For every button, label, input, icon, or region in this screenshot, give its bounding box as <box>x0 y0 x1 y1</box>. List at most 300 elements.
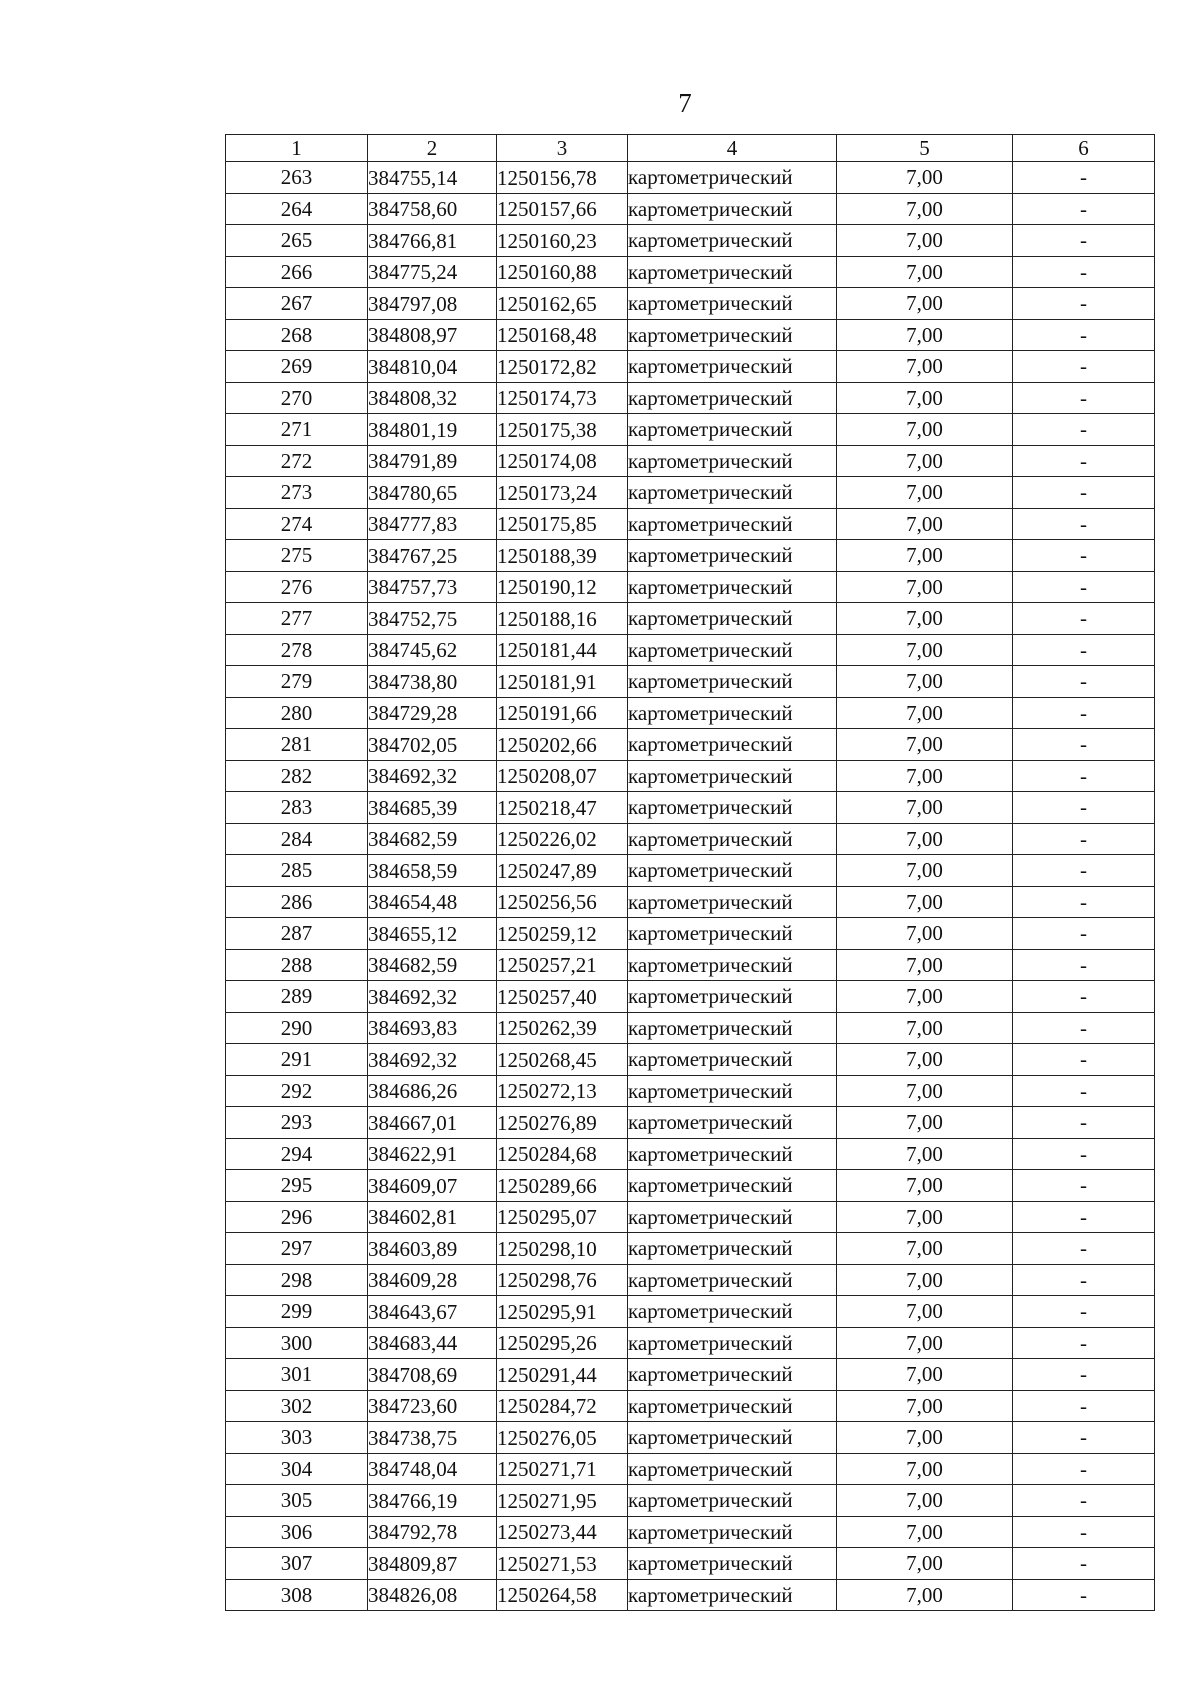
table-row <box>226 1296 1155 1328</box>
point-number-cell: 286 <box>226 886 368 918</box>
point-number-cell: 267 <box>226 288 368 320</box>
y-coordinate-cell: 1250188,39 <box>497 540 628 572</box>
x-coordinate-cell: 384808,32 <box>368 382 497 414</box>
x-coordinate-cell: 384609,07 <box>368 1170 497 1202</box>
point-number-cell: 296 <box>226 1201 368 1233</box>
method-cell: картометрический <box>628 1138 837 1170</box>
point-number-cell: 275 <box>226 540 368 572</box>
x-coordinate-cell: 384692,32 <box>368 981 497 1013</box>
description-cell: - <box>1013 760 1155 792</box>
description-cell: - <box>1013 319 1155 351</box>
table-row <box>226 225 1155 257</box>
description-cell: - <box>1013 508 1155 540</box>
x-coordinate-cell: 384603,89 <box>368 1233 497 1265</box>
x-coordinate-cell: 384775,24 <box>368 256 497 288</box>
table-row <box>226 1075 1155 1107</box>
table-header <box>226 135 1155 162</box>
precision-cell: 7,00 <box>837 792 1013 824</box>
method-cell: картометрический <box>628 855 837 887</box>
x-coordinate-cell: 384655,12 <box>368 918 497 950</box>
x-coordinate-cell: 384723,60 <box>368 1390 497 1422</box>
x-coordinate-cell: 384654,48 <box>368 886 497 918</box>
table-row <box>226 666 1155 698</box>
point-number-cell: 294 <box>226 1138 368 1170</box>
table-row <box>226 414 1155 446</box>
y-coordinate-cell: 1250291,44 <box>497 1359 628 1391</box>
table-row <box>226 1516 1155 1548</box>
description-cell: - <box>1013 477 1155 509</box>
x-coordinate-cell: 384826,08 <box>368 1579 497 1611</box>
table-row <box>226 697 1155 729</box>
description-cell: - <box>1013 1453 1155 1485</box>
point-number-cell: 293 <box>226 1107 368 1139</box>
description-cell: - <box>1013 729 1155 761</box>
x-coordinate-cell: 384808,97 <box>368 319 497 351</box>
point-number-cell: 281 <box>226 729 368 761</box>
precision-cell: 7,00 <box>837 477 1013 509</box>
table-row <box>226 981 1155 1013</box>
precision-cell: 7,00 <box>837 540 1013 572</box>
description-cell: - <box>1013 1233 1155 1265</box>
x-coordinate-cell: 384643,67 <box>368 1296 497 1328</box>
point-number-cell: 297 <box>226 1233 368 1265</box>
x-coordinate-cell: 384682,59 <box>368 823 497 855</box>
point-number-cell: 287 <box>226 918 368 950</box>
table-row <box>226 477 1155 509</box>
precision-cell: 7,00 <box>837 918 1013 950</box>
point-number-cell: 276 <box>226 571 368 603</box>
y-coordinate-cell: 1250259,12 <box>497 918 628 950</box>
point-number-cell: 265 <box>226 225 368 257</box>
description-cell: - <box>1013 1075 1155 1107</box>
y-coordinate-cell: 1250271,71 <box>497 1453 628 1485</box>
point-number-cell: 291 <box>226 1044 368 1076</box>
y-coordinate-cell: 1250272,13 <box>497 1075 628 1107</box>
table-body <box>226 162 1155 1611</box>
precision-cell: 7,00 <box>837 1485 1013 1517</box>
y-coordinate-cell: 1250271,95 <box>497 1485 628 1517</box>
y-coordinate-cell: 1250295,07 <box>497 1201 628 1233</box>
table-row <box>226 792 1155 824</box>
method-cell: картометрический <box>628 225 837 257</box>
precision-cell: 7,00 <box>837 414 1013 446</box>
point-number-cell: 263 <box>226 162 368 194</box>
table-row <box>226 162 1155 194</box>
method-cell: картометрический <box>628 1264 837 1296</box>
description-cell: - <box>1013 445 1155 477</box>
point-number-cell: 272 <box>226 445 368 477</box>
x-coordinate-cell: 384745,62 <box>368 634 497 666</box>
method-cell: картометрический <box>628 1296 837 1328</box>
point-number-cell: 304 <box>226 1453 368 1485</box>
table-row <box>226 1579 1155 1611</box>
x-coordinate-cell: 384792,78 <box>368 1516 497 1548</box>
x-coordinate-cell: 384682,59 <box>368 949 497 981</box>
x-coordinate-cell: 384683,44 <box>368 1327 497 1359</box>
table-row <box>226 1201 1155 1233</box>
table-row <box>226 1359 1155 1391</box>
y-coordinate-cell: 1250289,66 <box>497 1170 628 1202</box>
table-row <box>226 540 1155 572</box>
description-cell: - <box>1013 823 1155 855</box>
point-number-cell: 298 <box>226 1264 368 1296</box>
x-coordinate-cell: 384797,08 <box>368 288 497 320</box>
method-cell: картометрический <box>628 445 837 477</box>
method-cell: картометрический <box>628 1453 837 1485</box>
method-cell: картометрический <box>628 319 837 351</box>
x-coordinate-cell: 384780,65 <box>368 477 497 509</box>
x-coordinate-cell: 384801,19 <box>368 414 497 446</box>
point-number-cell: 280 <box>226 697 368 729</box>
x-coordinate-cell: 384758,60 <box>368 193 497 225</box>
y-coordinate-cell: 1250181,44 <box>497 634 628 666</box>
precision-cell: 7,00 <box>837 666 1013 698</box>
description-cell: - <box>1013 981 1155 1013</box>
description-cell: - <box>1013 603 1155 635</box>
coordinates-table <box>225 134 1155 1611</box>
y-coordinate-cell: 1250298,10 <box>497 1233 628 1265</box>
x-coordinate-cell: 384748,04 <box>368 1453 497 1485</box>
precision-cell: 7,00 <box>837 886 1013 918</box>
table-row <box>226 760 1155 792</box>
table-row <box>226 855 1155 887</box>
x-coordinate-cell: 384752,75 <box>368 603 497 635</box>
y-coordinate-cell: 1250218,47 <box>497 792 628 824</box>
table-row <box>226 823 1155 855</box>
description-cell: - <box>1013 1107 1155 1139</box>
table-row <box>226 193 1155 225</box>
method-cell: картометрический <box>628 1359 837 1391</box>
method-cell: картометрический <box>628 949 837 981</box>
precision-cell: 7,00 <box>837 949 1013 981</box>
precision-cell: 7,00 <box>837 697 1013 729</box>
column-header: 4 <box>628 135 837 162</box>
method-cell: картометрический <box>628 1548 837 1580</box>
method-cell: картометрический <box>628 886 837 918</box>
description-cell: - <box>1013 1170 1155 1202</box>
x-coordinate-cell: 384622,91 <box>368 1138 497 1170</box>
point-number-cell: 274 <box>226 508 368 540</box>
method-cell: картометрический <box>628 351 837 383</box>
y-coordinate-cell: 1250202,66 <box>497 729 628 761</box>
point-number-cell: 303 <box>226 1422 368 1454</box>
description-cell: - <box>1013 1264 1155 1296</box>
method-cell: картометрический <box>628 1579 837 1611</box>
table-row <box>226 949 1155 981</box>
description-cell: - <box>1013 1548 1155 1580</box>
description-cell: - <box>1013 540 1155 572</box>
method-cell: картометрический <box>628 162 837 194</box>
precision-cell: 7,00 <box>837 1422 1013 1454</box>
method-cell: картометрический <box>628 1516 837 1548</box>
point-number-cell: 268 <box>226 319 368 351</box>
precision-cell: 7,00 <box>837 1170 1013 1202</box>
method-cell: картометрический <box>628 981 837 1013</box>
description-cell: - <box>1013 792 1155 824</box>
y-coordinate-cell: 1250168,48 <box>497 319 628 351</box>
point-number-cell: 295 <box>226 1170 368 1202</box>
point-number-cell: 283 <box>226 792 368 824</box>
point-number-cell: 271 <box>226 414 368 446</box>
x-coordinate-cell: 384766,81 <box>368 225 497 257</box>
precision-cell: 7,00 <box>837 1075 1013 1107</box>
point-number-cell: 278 <box>226 634 368 666</box>
x-coordinate-cell: 384602,81 <box>368 1201 497 1233</box>
precision-cell: 7,00 <box>837 1327 1013 1359</box>
method-cell: картометрический <box>628 760 837 792</box>
precision-cell: 7,00 <box>837 193 1013 225</box>
method-cell: картометрический <box>628 414 837 446</box>
x-coordinate-cell: 384702,05 <box>368 729 497 761</box>
point-number-cell: 273 <box>226 477 368 509</box>
x-coordinate-cell: 384810,04 <box>368 351 497 383</box>
method-cell: картометрический <box>628 1485 837 1517</box>
precision-cell: 7,00 <box>837 1233 1013 1265</box>
description-cell: - <box>1013 1327 1155 1359</box>
precision-cell: 7,00 <box>837 729 1013 761</box>
x-coordinate-cell: 384708,69 <box>368 1359 497 1391</box>
description-cell: - <box>1013 855 1155 887</box>
method-cell: картометрический <box>628 1012 837 1044</box>
y-coordinate-cell: 1250181,91 <box>497 666 628 698</box>
header-row <box>226 135 1155 162</box>
point-number-cell: 289 <box>226 981 368 1013</box>
method-cell: картометрический <box>628 792 837 824</box>
precision-cell: 7,00 <box>837 1579 1013 1611</box>
method-cell: картометрический <box>628 634 837 666</box>
y-coordinate-cell: 1250226,02 <box>497 823 628 855</box>
method-cell: картометрический <box>628 193 837 225</box>
description-cell: - <box>1013 1579 1155 1611</box>
page-number: 7 <box>678 88 692 118</box>
table-row <box>226 351 1155 383</box>
precision-cell: 7,00 <box>837 760 1013 792</box>
column-header: 2 <box>368 135 497 162</box>
table-row <box>226 256 1155 288</box>
table-row <box>226 918 1155 950</box>
x-coordinate-cell: 384777,83 <box>368 508 497 540</box>
y-coordinate-cell: 1250284,68 <box>497 1138 628 1170</box>
description-cell: - <box>1013 918 1155 950</box>
precision-cell: 7,00 <box>837 1264 1013 1296</box>
method-cell: картометрический <box>628 603 837 635</box>
precision-cell: 7,00 <box>837 1390 1013 1422</box>
point-number-cell: 292 <box>226 1075 368 1107</box>
point-number-cell: 308 <box>226 1579 368 1611</box>
description-cell: - <box>1013 256 1155 288</box>
table-row <box>226 1107 1155 1139</box>
y-coordinate-cell: 1250175,38 <box>497 414 628 446</box>
point-number-cell: 279 <box>226 666 368 698</box>
precision-cell: 7,00 <box>837 1548 1013 1580</box>
y-coordinate-cell: 1250160,23 <box>497 225 628 257</box>
method-cell: картометрический <box>628 697 837 729</box>
x-coordinate-cell: 384667,01 <box>368 1107 497 1139</box>
method-cell: картометрический <box>628 1107 837 1139</box>
precision-cell: 7,00 <box>837 1516 1013 1548</box>
precision-cell: 7,00 <box>837 508 1013 540</box>
table-row <box>226 886 1155 918</box>
precision-cell: 7,00 <box>837 382 1013 414</box>
point-number-cell: 300 <box>226 1327 368 1359</box>
point-number-cell: 301 <box>226 1359 368 1391</box>
y-coordinate-cell: 1250174,73 <box>497 382 628 414</box>
table-row <box>226 634 1155 666</box>
y-coordinate-cell: 1250256,56 <box>497 886 628 918</box>
y-coordinate-cell: 1250268,45 <box>497 1044 628 1076</box>
column-header: 6 <box>1013 135 1155 162</box>
table-row <box>226 1390 1155 1422</box>
method-cell: картометрический <box>628 477 837 509</box>
table-row <box>226 1453 1155 1485</box>
method-cell: картометрический <box>628 540 837 572</box>
y-coordinate-cell: 1250188,16 <box>497 603 628 635</box>
description-cell: - <box>1013 288 1155 320</box>
precision-cell: 7,00 <box>837 445 1013 477</box>
y-coordinate-cell: 1250190,12 <box>497 571 628 603</box>
table-row <box>226 1548 1155 1580</box>
point-number-cell: 264 <box>226 193 368 225</box>
y-coordinate-cell: 1250208,07 <box>497 760 628 792</box>
description-cell: - <box>1013 414 1155 446</box>
y-coordinate-cell: 1250257,40 <box>497 981 628 1013</box>
precision-cell: 7,00 <box>837 1296 1013 1328</box>
point-number-cell: 305 <box>226 1485 368 1517</box>
description-cell: - <box>1013 571 1155 603</box>
y-coordinate-cell: 1250273,44 <box>497 1516 628 1548</box>
precision-cell: 7,00 <box>837 981 1013 1013</box>
description-cell: - <box>1013 193 1155 225</box>
y-coordinate-cell: 1250295,26 <box>497 1327 628 1359</box>
table-row <box>226 1012 1155 1044</box>
table-row <box>226 382 1155 414</box>
description-cell: - <box>1013 1516 1155 1548</box>
y-coordinate-cell: 1250284,72 <box>497 1390 628 1422</box>
point-number-cell: 302 <box>226 1390 368 1422</box>
description-cell: - <box>1013 351 1155 383</box>
method-cell: картометрический <box>628 1390 837 1422</box>
description-cell: - <box>1013 1390 1155 1422</box>
method-cell: картометрический <box>628 1201 837 1233</box>
precision-cell: 7,00 <box>837 1138 1013 1170</box>
y-coordinate-cell: 1250157,66 <box>497 193 628 225</box>
table-row <box>226 1327 1155 1359</box>
table-row <box>226 319 1155 351</box>
point-number-cell: 299 <box>226 1296 368 1328</box>
x-coordinate-cell: 384693,83 <box>368 1012 497 1044</box>
method-cell: картометрический <box>628 1233 837 1265</box>
table-row <box>226 1264 1155 1296</box>
y-coordinate-cell: 1250257,21 <box>497 949 628 981</box>
table-row <box>226 1485 1155 1517</box>
y-coordinate-cell: 1250172,82 <box>497 351 628 383</box>
precision-cell: 7,00 <box>837 1044 1013 1076</box>
precision-cell: 7,00 <box>837 634 1013 666</box>
precision-cell: 7,00 <box>837 1359 1013 1391</box>
y-coordinate-cell: 1250175,85 <box>497 508 628 540</box>
method-cell: картометрический <box>628 1170 837 1202</box>
x-coordinate-cell: 384757,73 <box>368 571 497 603</box>
table-row <box>226 571 1155 603</box>
x-coordinate-cell: 384686,26 <box>368 1075 497 1107</box>
precision-cell: 7,00 <box>837 603 1013 635</box>
description-cell: - <box>1013 1296 1155 1328</box>
method-cell: картометрический <box>628 1422 837 1454</box>
point-number-cell: 270 <box>226 382 368 414</box>
method-cell: картометрический <box>628 508 837 540</box>
y-coordinate-cell: 1250276,05 <box>497 1422 628 1454</box>
y-coordinate-cell: 1250162,65 <box>497 288 628 320</box>
x-coordinate-cell: 384755,14 <box>368 162 497 194</box>
method-cell: картометрический <box>628 918 837 950</box>
description-cell: - <box>1013 666 1155 698</box>
x-coordinate-cell: 384692,32 <box>368 1044 497 1076</box>
x-coordinate-cell: 384738,75 <box>368 1422 497 1454</box>
x-coordinate-cell: 384692,32 <box>368 760 497 792</box>
description-cell: - <box>1013 162 1155 194</box>
description-cell: - <box>1013 1138 1155 1170</box>
point-number-cell: 266 <box>226 256 368 288</box>
method-cell: картометрический <box>628 729 837 761</box>
precision-cell: 7,00 <box>837 225 1013 257</box>
description-cell: - <box>1013 949 1155 981</box>
description-cell: - <box>1013 697 1155 729</box>
description-cell: - <box>1013 382 1155 414</box>
point-number-cell: 277 <box>226 603 368 635</box>
x-coordinate-cell: 384729,28 <box>368 697 497 729</box>
method-cell: картометрический <box>628 571 837 603</box>
description-cell: - <box>1013 1012 1155 1044</box>
point-number-cell: 306 <box>226 1516 368 1548</box>
description-cell: - <box>1013 225 1155 257</box>
x-coordinate-cell: 384791,89 <box>368 445 497 477</box>
point-number-cell: 285 <box>226 855 368 887</box>
description-cell: - <box>1013 1044 1155 1076</box>
precision-cell: 7,00 <box>837 256 1013 288</box>
point-number-cell: 284 <box>226 823 368 855</box>
method-cell: картометрический <box>628 1044 837 1076</box>
precision-cell: 7,00 <box>837 162 1013 194</box>
precision-cell: 7,00 <box>837 288 1013 320</box>
y-coordinate-cell: 1250247,89 <box>497 855 628 887</box>
y-coordinate-cell: 1250298,76 <box>497 1264 628 1296</box>
table-row <box>226 1422 1155 1454</box>
y-coordinate-cell: 1250156,78 <box>497 162 628 194</box>
column-header: 3 <box>497 135 628 162</box>
y-coordinate-cell: 1250173,24 <box>497 477 628 509</box>
method-cell: картометрический <box>628 1075 837 1107</box>
point-number-cell: 307 <box>226 1548 368 1580</box>
method-cell: картометрический <box>628 288 837 320</box>
point-number-cell: 282 <box>226 760 368 792</box>
precision-cell: 7,00 <box>837 823 1013 855</box>
precision-cell: 7,00 <box>837 855 1013 887</box>
y-coordinate-cell: 1250174,08 <box>497 445 628 477</box>
table-row <box>226 288 1155 320</box>
x-coordinate-cell: 384658,59 <box>368 855 497 887</box>
y-coordinate-cell: 1250160,88 <box>497 256 628 288</box>
precision-cell: 7,00 <box>837 1453 1013 1485</box>
x-coordinate-cell: 384685,39 <box>368 792 497 824</box>
y-coordinate-cell: 1250191,66 <box>497 697 628 729</box>
x-coordinate-cell: 384766,19 <box>368 1485 497 1517</box>
precision-cell: 7,00 <box>837 1107 1013 1139</box>
precision-cell: 7,00 <box>837 1201 1013 1233</box>
x-coordinate-cell: 384767,25 <box>368 540 497 572</box>
method-cell: картометрический <box>628 823 837 855</box>
table-row <box>226 603 1155 635</box>
method-cell: картометрический <box>628 256 837 288</box>
